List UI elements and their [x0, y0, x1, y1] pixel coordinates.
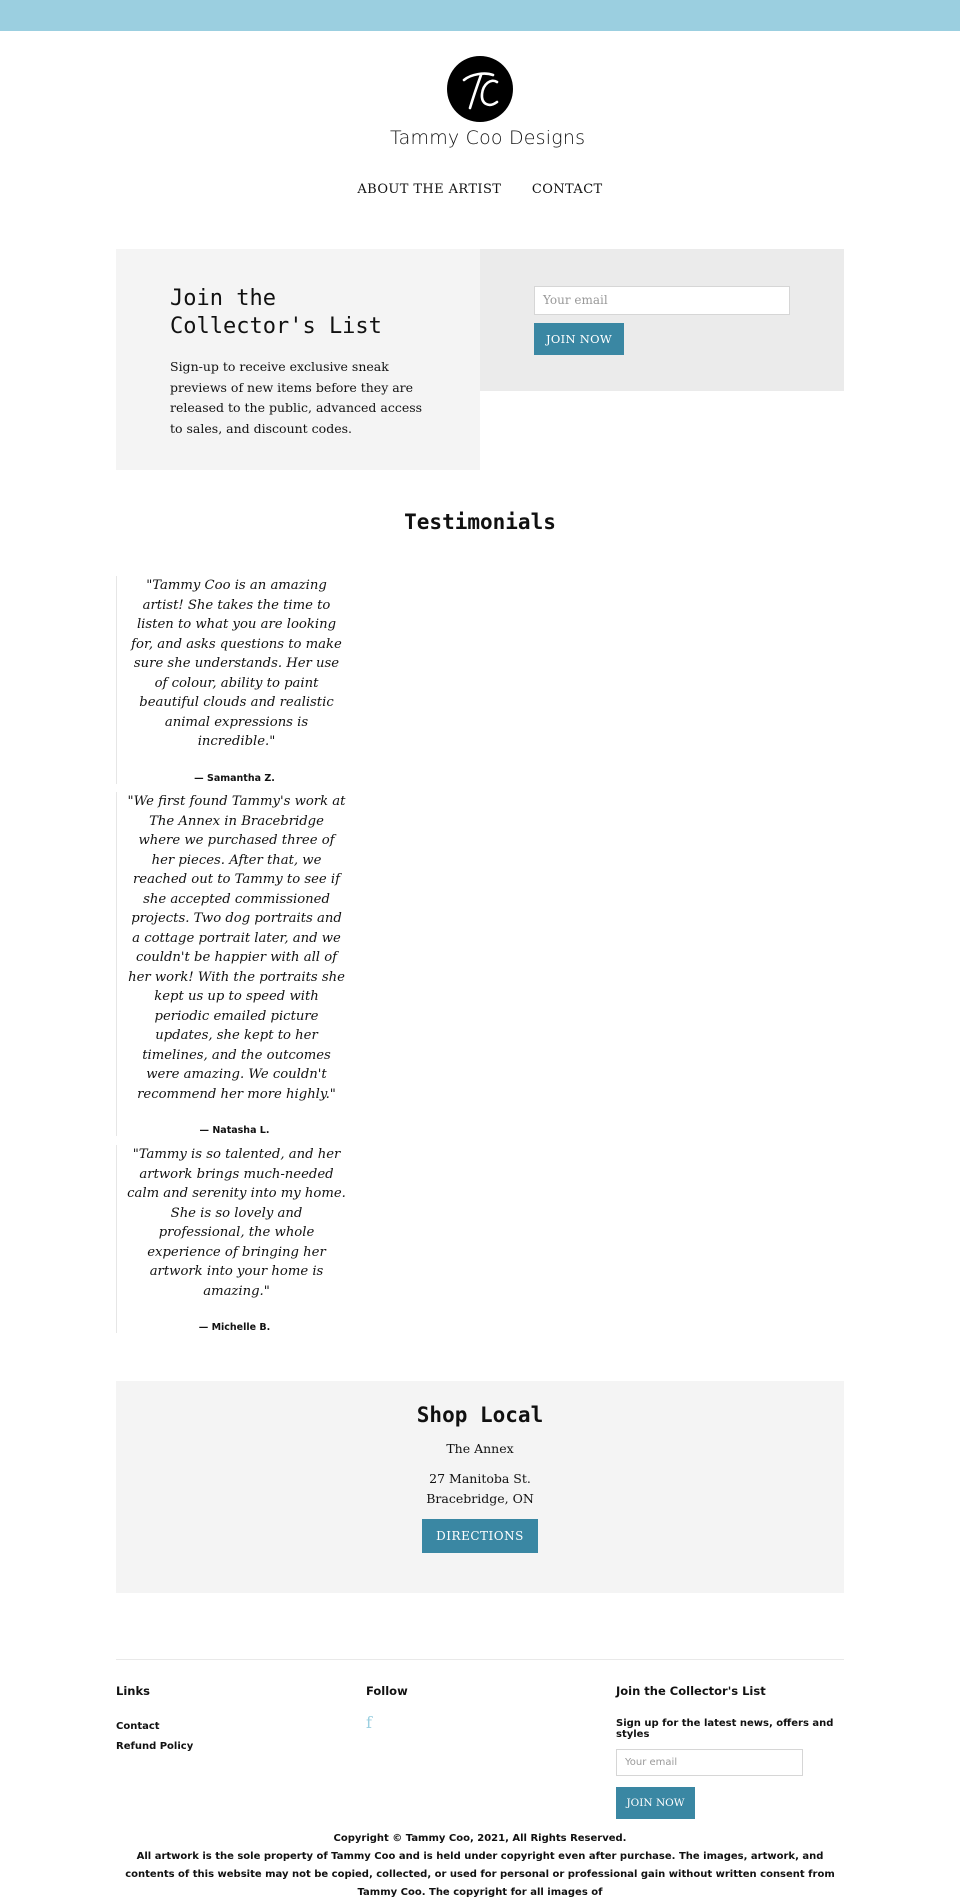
testimonials-title: Testimonials — [404, 510, 556, 534]
shop-title: Shop Local — [416, 1403, 544, 1427]
footer-links-column — [116, 1684, 336, 1756]
shop-store-name: The Annex — [446, 1441, 514, 1456]
testimonial-author: — Michelle B. — [198, 1322, 271, 1333]
top-announcement-bar — [0, 0, 960, 31]
nav-about-the-artist[interactable]: ABOUT THE ARTIST — [357, 182, 502, 197]
footer-join-now-button[interactable]: JOIN NOW — [616, 1787, 695, 1819]
logo-monogram-icon — [447, 56, 513, 122]
footer-link-refund-policy[interactable]: Refund Policy — [116, 1741, 194, 1752]
shop-address — [116, 1469, 844, 1509]
shop-address-line1: 27 Manitoba St. — [429, 1471, 531, 1486]
shop-address-line2: Bracebridge, ON — [426, 1491, 534, 1506]
copyright-text: Copyright © Tammy Coo, 2021, All Rights Reserved. — [333, 1833, 627, 1844]
footer-join-subtitle: Sign up for the latest news, offers and styles — [616, 1718, 834, 1740]
site-logo[interactable] — [390, 56, 586, 149]
footer-join-heading: Join the Collector's List — [616, 1684, 766, 1698]
brand-name: Tammy Coo Designs — [390, 127, 586, 149]
join-now-button[interactable]: JOIN NOW — [534, 323, 624, 355]
collector-description: Sign-up to receive exclusive sneak previews of new items before they are released to the public, advanced access to sales, and discount codes. — [170, 359, 423, 436]
testimonial-author: — Samantha Z. — [194, 772, 275, 784]
collector-form-panel — [480, 249, 844, 391]
shop-local-section — [116, 1381, 844, 1593]
footer-links-heading: Links — [116, 1684, 150, 1698]
testimonial-item — [116, 792, 352, 1136]
footer-join-column — [616, 1684, 844, 1819]
footer-follow-heading: Follow — [366, 1684, 408, 1698]
testimonial-author: — Natasha L. — [199, 1125, 270, 1136]
testimonial-item — [116, 576, 352, 784]
tc-monogram-icon — [447, 56, 513, 122]
facebook-icon[interactable]: f — [366, 1713, 372, 1732]
footer-follow-column — [366, 1684, 566, 1732]
testimonial-quote: "We first found Tammy's work at The Annex in Bracebridge where we purchased three of her pieces. After that, we reached out to Tammy to see if she accepted commissioned projects. Two dog portraits and a cottage portrait later, and we couldn't be happier with all of her work! With the portraits she kept us up to speed with periodic emailed picture updates, she kept to her timelines, and the outcomes were amazing. We couldn't recommend her more highly." — [127, 794, 346, 1102]
testimonial-quote: "Tammy is so talented, and her artwork brings much-needed calm and serenity into my home. She is so lovely and professional, the whole experience of bringing her artwork into your home is amazing." — [127, 1147, 346, 1299]
testimonial-item — [116, 1145, 352, 1333]
nav-contact[interactable]: CONTACT — [531, 182, 603, 197]
footer-copyright — [116, 1830, 844, 1902]
main-nav — [0, 182, 960, 197]
collector-info-panel — [116, 249, 480, 470]
directions-button[interactable]: DIRECTIONS — [422, 1519, 538, 1553]
copyright-notice: All artwork is the sole property of Tammy Coo and is held under copyright even after purchase. The images, artwork, and contents of this website may not be copied, collected, or used for personal or professional gain without written consent from Tammy Coo. The copyright for all images of — [125, 1851, 835, 1898]
collector-email-input[interactable]: Your email — [534, 286, 790, 315]
collector-signup-section — [116, 249, 844, 470]
collector-title: Join the Collector's List — [170, 286, 382, 339]
footer-divider — [116, 1659, 844, 1660]
footer-email-input[interactable]: Your email — [616, 1749, 803, 1776]
testimonial-quote: "Tammy Coo is an amazing artist! She takes the time to listen to what you are looking for, and asks questions to make sure she understands. Her use of colour, ability to paint beautiful clouds and realistic animal expressions is incredible." — [131, 578, 342, 749]
footer-link-contact[interactable]: Contact — [116, 1721, 160, 1732]
